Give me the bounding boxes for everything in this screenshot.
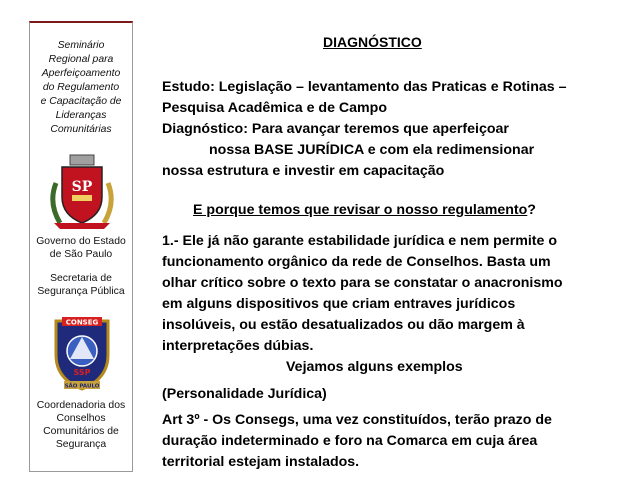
p2-line: funcionamento orgânico da rede de Conselhos. Basta um <box>162 254 551 270</box>
secretaria-line: Segurança Pública <box>37 286 125 297</box>
seminar-line: Lideranças <box>55 110 107 121</box>
examples-heading: Vejamos alguns exemplos <box>286 359 463 375</box>
gov-line: Governo do Estado <box>36 236 126 247</box>
personalidade-label: (Personalidade Jurídica) <box>162 386 327 402</box>
p2-line: insolúveis, ou estão desatualizados ou dão margem à <box>162 317 525 333</box>
coord-line: Segurança <box>55 439 107 450</box>
p2-line: olhar crítico sobre o texto para se constatar o anacronismo <box>162 275 563 291</box>
p1-line: Diagnóstico: Para avançar teremos que aperfeiçoar <box>162 121 509 137</box>
coord-line: Conselhos <box>56 413 106 424</box>
p1-line: Pesquisa Acadêmica e de Campo <box>162 100 387 116</box>
art-line: duração indeterminado e foro na Comarca em cuja área <box>162 433 538 449</box>
seminar-line: Seminário <box>57 40 105 51</box>
p2-line: em alguns dispositivos que criam entraves jurídicos <box>162 296 516 312</box>
seminar-line: Comunitárias <box>50 124 112 135</box>
art-line: Art 3º - Os Consegs, uma vez constituídos, terão prazo de <box>162 412 552 428</box>
sp-logo-text: SP <box>71 179 93 195</box>
conseg-logo-center-text: SSP <box>73 368 91 377</box>
p1-line: nossa BASE JURÍDICA e com ela redimensionar <box>209 142 535 158</box>
p1-line: Estudo: Legislação – levantamento das Praticas e Rotinas – <box>162 79 567 95</box>
secretaria-line: Secretaria de <box>50 273 112 284</box>
coord-line: Comunitários de <box>43 426 119 437</box>
gov-line: de São Paulo <box>49 249 113 260</box>
seminar-line: e Capacitação de <box>40 96 122 107</box>
question-text: E porque temos que revisar o nosso regulamento <box>193 202 528 218</box>
p2-line: 1.- Ele já não garante estabilidade jurídica e nem permite o <box>162 233 558 249</box>
art-line: territorial estejam instalados. <box>162 454 360 470</box>
conseg-logo <box>46 315 118 393</box>
page-title: DIAGNÓSTICO <box>323 34 422 50</box>
question-heading <box>193 200 536 221</box>
conseg-logo-bottom-text: SÃO PAULO <box>64 383 100 390</box>
seminar-line: Aperfeiçoamento <box>41 68 121 79</box>
coord-line: Coordenadoria dos <box>36 400 126 411</box>
p1-line: nossa estrutura e investir em capacitação <box>162 163 445 179</box>
seminar-line: do Regulamento <box>42 82 120 93</box>
p2-line: interpretações dúbias. <box>162 338 314 354</box>
question-mark: ? <box>527 202 536 218</box>
seminar-line: Regional para <box>48 54 114 65</box>
sidebar-panel <box>29 21 133 472</box>
sao-paulo-coat-of-arms-logo <box>46 153 118 231</box>
conseg-logo-top-text: CONSEG <box>65 318 99 327</box>
